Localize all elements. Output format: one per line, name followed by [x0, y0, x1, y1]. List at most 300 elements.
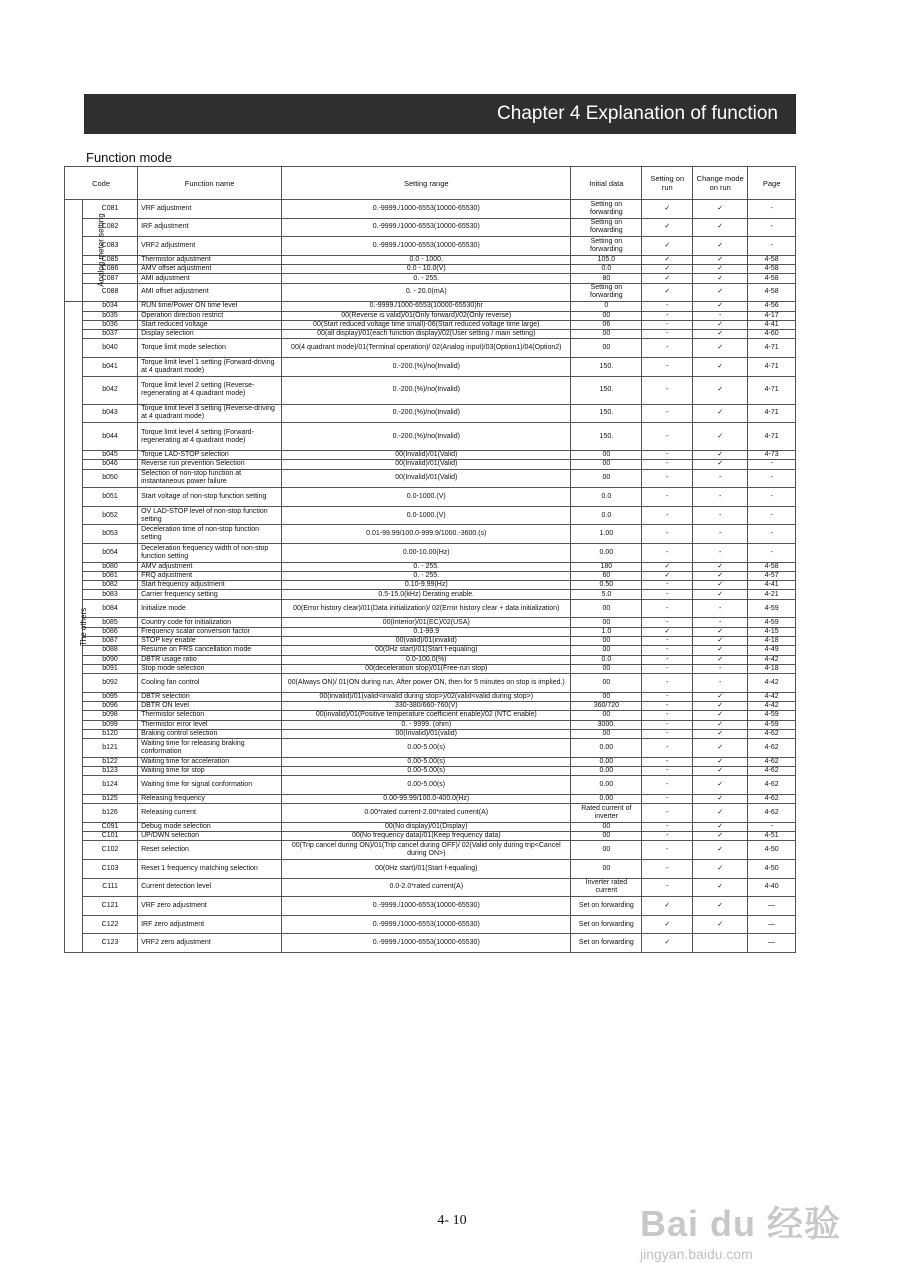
initial-data-cell: 0.0: [571, 488, 642, 507]
code-cell: b122: [83, 757, 138, 766]
setting-range-cell: 0.-9999./1000-6553(10000-65530): [282, 915, 571, 934]
code-cell: C103: [83, 860, 138, 879]
setting-on-run-cell: -: [642, 860, 693, 879]
initial-data-cell: 0.00: [571, 739, 642, 758]
function-name-cell: Reset 1 frequency matching selection: [138, 860, 282, 879]
setting-on-run-cell: ✓: [642, 200, 693, 219]
code-cell: b043: [83, 404, 138, 423]
change-mode-cell: ✓: [693, 339, 748, 358]
setting-range-cell: 0.00-10.00(Hz): [282, 543, 571, 562]
table-row: [65, 376, 796, 404]
setting-range-cell: 0.-9999./1000-6553(10000-65530): [282, 218, 571, 237]
setting-range-cell: 00(all display)/01(each function display)/02(User setting / main setting): [282, 330, 571, 339]
change-mode-cell: -: [693, 543, 748, 562]
code-cell: b080: [83, 562, 138, 571]
code-cell: b053: [83, 525, 138, 544]
code-cell: b054: [83, 543, 138, 562]
page-ref-cell: -: [748, 822, 796, 831]
setting-range-cell: 00(deceleration stop)/01(Free-run stop): [282, 664, 571, 673]
code-cell: b037: [83, 330, 138, 339]
code-cell: C123: [83, 934, 138, 953]
function-name-cell: Waiting time for signal conformation: [138, 776, 282, 795]
function-name-cell: AMV adjustment: [138, 562, 282, 571]
function-name-cell: DBTR ON level: [138, 702, 282, 711]
page-ref-cell: 4-58: [748, 283, 796, 302]
setting-range-cell: 0. - 255.: [282, 571, 571, 580]
setting-range-cell: 0.-200.(%)/no(Invalid): [282, 358, 571, 377]
page-ref-cell: 4-62: [748, 776, 796, 795]
code-cell: b040: [83, 339, 138, 358]
setting-range-cell: 00(No frequency data)/01(Keep frequency data): [282, 832, 571, 841]
group-label-cell: [65, 200, 106, 302]
page-ref-cell: 4-62: [748, 739, 796, 758]
setting-range-cell: 0.00-5.00(s): [282, 776, 571, 795]
function-table: [64, 166, 796, 953]
initial-data-cell: 00: [571, 692, 642, 701]
setting-range-cell: 0.0-1000.(V): [282, 488, 571, 507]
setting-range-cell: 0.0 - 1000.: [282, 255, 571, 264]
setting-on-run-cell: -: [642, 692, 693, 701]
page-ref-cell: 4-58: [748, 274, 796, 283]
function-name-cell: Start voltage of non-stop function setting: [138, 488, 282, 507]
setting-on-run-cell: -: [642, 674, 693, 693]
code-cell: b098: [83, 711, 138, 720]
table-row: [65, 822, 796, 831]
page-ref-cell: 4-59: [748, 711, 796, 720]
code-cell: b125: [83, 795, 138, 804]
change-mode-cell: ✓: [693, 376, 748, 404]
page-ref-cell: 4-18: [748, 664, 796, 673]
page-ref-cell: 4-71: [748, 358, 796, 377]
code-cell: C101: [83, 832, 138, 841]
initial-data-cell: Set on forwarding: [571, 915, 642, 934]
page-ref-cell: —: [748, 897, 796, 916]
section-title: Function mode: [86, 150, 172, 165]
change-mode-cell: -: [693, 599, 748, 618]
change-mode-cell: ✓: [693, 897, 748, 916]
function-name-cell: AMI offset adjustment: [138, 283, 282, 302]
setting-on-run-cell: -: [642, 525, 693, 544]
setting-on-run-cell: -: [642, 795, 693, 804]
change-mode-cell: ✓: [693, 860, 748, 879]
code-cell: b044: [83, 423, 138, 451]
setting-on-run-cell: -: [642, 720, 693, 729]
setting-on-run-cell: ✓: [642, 255, 693, 264]
page-ref-cell: 4-50: [748, 841, 796, 860]
initial-data-cell: 00: [571, 618, 642, 627]
setting-on-run-cell: -: [642, 488, 693, 507]
change-mode-cell: -: [693, 525, 748, 544]
setting-range-cell: 0.0-100.0(%): [282, 655, 571, 664]
page-ref-cell: 4-59: [748, 618, 796, 627]
initial-data-cell: 00: [571, 822, 642, 831]
setting-on-run-cell: ✓: [642, 627, 693, 636]
initial-data-cell: 00: [571, 460, 642, 469]
function-name-cell: Start frequency adjustment: [138, 581, 282, 590]
change-mode-cell: ✓: [693, 590, 748, 599]
code-cell: b091: [83, 664, 138, 673]
change-mode-cell: -: [693, 469, 748, 488]
change-mode-cell: ✓: [693, 841, 748, 860]
page-ref-cell: 4-51: [748, 832, 796, 841]
initial-data-cell: 00: [571, 729, 642, 738]
function-name-cell: Torque LAD-STOP selection: [138, 451, 282, 460]
table-row: [65, 739, 796, 758]
function-name-cell: Start reduced voltage: [138, 320, 282, 329]
setting-range-cell: 00(4 quadrant mode)/01(Terminal operation)/ 02(Analog input)/03(Option1)/04(Option2): [282, 339, 571, 358]
page-ref-cell: -: [748, 218, 796, 237]
function-name-cell: Deceleration time of non-stop function setting: [138, 525, 282, 544]
table-row: [65, 841, 796, 860]
page-ref-cell: 4-18: [748, 636, 796, 645]
setting-range-cell: 00(Always ON)/ 01(ON during run, After power ON, then for 5 minutes on stop is implied.): [282, 674, 571, 693]
initial-data-cell: 00: [571, 832, 642, 841]
initial-data-cell: 00: [571, 646, 642, 655]
code-cell: b121: [83, 739, 138, 758]
code-cell: C083: [83, 237, 138, 256]
initial-data-cell: 0.00: [571, 543, 642, 562]
code-cell: b052: [83, 506, 138, 525]
function-name-cell: Frequency scalar conversion factor: [138, 627, 282, 636]
table-row: [65, 776, 796, 795]
change-mode-cell: [693, 934, 748, 953]
setting-range-cell: 00(Interior)/01(EC)/02(USA): [282, 618, 571, 627]
initial-data-cell: 00: [571, 330, 642, 339]
table-row: [65, 255, 796, 264]
setting-range-cell: 0.01-99.99/100.0-999.9/1000.-3600.(s): [282, 525, 571, 544]
page-ref-cell: -: [748, 460, 796, 469]
table-row: [65, 627, 796, 636]
code-cell: b120: [83, 729, 138, 738]
table-row: [65, 302, 796, 311]
setting-on-run-cell: ✓: [642, 897, 693, 916]
code-cell: b050: [83, 469, 138, 488]
change-mode-cell: ✓: [693, 692, 748, 701]
table-row: [65, 618, 796, 627]
function-name-cell: Cooling fan control: [138, 674, 282, 693]
setting-on-run-cell: -: [642, 767, 693, 776]
code-cell: b092: [83, 674, 138, 693]
function-name-cell: Resume on FRS cancellation mode: [138, 646, 282, 655]
setting-range-cell: 0. - 9999. (ohm): [282, 720, 571, 729]
function-name-cell: OV LAD-STOP level of non-stop function setting: [138, 506, 282, 525]
page-ref-cell: 4-62: [748, 795, 796, 804]
header-initial-data: Initial data: [571, 167, 642, 200]
page-ref-cell: -: [748, 488, 796, 507]
table-row: [65, 711, 796, 720]
table-row: [65, 636, 796, 645]
setting-on-run-cell: ✓: [642, 571, 693, 580]
code-cell: C102: [83, 841, 138, 860]
setting-on-run-cell: ✓: [642, 218, 693, 237]
setting-range-cell: 0.0-2.0*rated current(A): [282, 878, 571, 897]
initial-data-cell: 60: [571, 571, 642, 580]
change-mode-cell: ✓: [693, 358, 748, 377]
initial-data-cell: Rated current of inverter: [571, 804, 642, 823]
initial-data-cell: 150.: [571, 358, 642, 377]
initial-data-cell: 3000.: [571, 720, 642, 729]
function-name-cell: Reset selection: [138, 841, 282, 860]
page-ref-cell: 4-71: [748, 339, 796, 358]
function-name-cell: DBTR usage ratio: [138, 655, 282, 664]
function-name-cell: Releasing frequency: [138, 795, 282, 804]
change-mode-cell: -: [693, 664, 748, 673]
initial-data-cell: 00: [571, 664, 642, 673]
setting-on-run-cell: -: [642, 822, 693, 831]
initial-data-cell: 00: [571, 711, 642, 720]
page-ref-cell: 4-15: [748, 627, 796, 636]
initial-data-cell: 1.00: [571, 525, 642, 544]
table-row: [65, 581, 796, 590]
table-row: [65, 283, 796, 302]
change-mode-cell: ✓: [693, 720, 748, 729]
setting-range-cell: 0. - 255.: [282, 562, 571, 571]
change-mode-cell: ✓: [693, 451, 748, 460]
change-mode-cell: ✓: [693, 627, 748, 636]
group-label: Analog meter setting: [96, 213, 106, 287]
code-cell: b046: [83, 460, 138, 469]
setting-on-run-cell: -: [642, 358, 693, 377]
setting-range-cell: 0. - 20.0(mA): [282, 283, 571, 302]
function-name-cell: Torque limit level 2 setting (Reverse-regenerating at 4 quadrant mode): [138, 376, 282, 404]
setting-on-run-cell: -: [642, 804, 693, 823]
code-cell: b035: [83, 311, 138, 320]
setting-range-cell: 00(0Hz start)/01(Start f-equaling): [282, 646, 571, 655]
code-cell: C081: [83, 200, 138, 219]
function-name-cell: Stop mode selection: [138, 664, 282, 673]
change-mode-cell: ✓: [693, 711, 748, 720]
table-row: [65, 692, 796, 701]
setting-on-run-cell: -: [642, 451, 693, 460]
setting-on-run-cell: -: [642, 702, 693, 711]
code-cell: C088: [83, 283, 138, 302]
page-ref-cell: -: [748, 469, 796, 488]
initial-data-cell: 00: [571, 469, 642, 488]
setting-on-run-cell: -: [642, 729, 693, 738]
change-mode-cell: ✓: [693, 274, 748, 283]
change-mode-cell: ✓: [693, 330, 748, 339]
header-page: Page: [748, 167, 796, 200]
setting-on-run-cell: -: [642, 664, 693, 673]
function-name-cell: Waiting time for stop: [138, 767, 282, 776]
setting-range-cell: 00(Error history clear)/01(Data initialization)/ 02(Error history clear + data initialization): [282, 599, 571, 618]
page-ref-cell: -: [748, 237, 796, 256]
function-name-cell: VRF adjustment: [138, 200, 282, 219]
table-row: [65, 590, 796, 599]
page-ref-cell: 4-21: [748, 590, 796, 599]
table-row: [65, 423, 796, 451]
change-mode-cell: -: [693, 506, 748, 525]
table-row: [65, 330, 796, 339]
table-row: [65, 506, 796, 525]
group-label: The others: [79, 607, 89, 646]
code-cell: C091: [83, 822, 138, 831]
setting-on-run-cell: -: [642, 469, 693, 488]
setting-range-cell: 0.-9999./1000-6553(10000-65530): [282, 237, 571, 256]
function-name-cell: Releasing current: [138, 804, 282, 823]
function-name-cell: Torque limit level 1 setting (Forward-driving at 4 quadrant mode): [138, 358, 282, 377]
function-name-cell: Thermistor selection: [138, 711, 282, 720]
page-ref-cell: 4-41: [748, 320, 796, 329]
initial-data-cell: 0: [571, 302, 642, 311]
change-mode-cell: ✓: [693, 767, 748, 776]
change-mode-cell: ✓: [693, 757, 748, 766]
table-row: [65, 237, 796, 256]
page-ref-cell: 4-59: [748, 599, 796, 618]
setting-on-run-cell: -: [642, 404, 693, 423]
code-cell: b087: [83, 636, 138, 645]
setting-range-cell: 0.00-5.00(s): [282, 739, 571, 758]
initial-data-cell: 1.0: [571, 627, 642, 636]
setting-on-run-cell: -: [642, 776, 693, 795]
setting-on-run-cell: ✓: [642, 562, 693, 571]
table-row: [65, 674, 796, 693]
function-name-cell: Reverse run prevention Selection: [138, 460, 282, 469]
setting-range-cell: 0.5-15.0(kHz) Derating enable.: [282, 590, 571, 599]
initial-data-cell: 00: [571, 860, 642, 879]
table-header-row: [65, 167, 796, 200]
page-ref-cell: 4-57: [748, 571, 796, 580]
code-cell: C111: [83, 878, 138, 897]
function-name-cell: Country code for initialization: [138, 618, 282, 627]
function-name-cell: AMI adjustment: [138, 274, 282, 283]
code-cell: b096: [83, 702, 138, 711]
table-row: [65, 218, 796, 237]
table-row: [65, 757, 796, 766]
change-mode-cell: ✓: [693, 265, 748, 274]
change-mode-cell: ✓: [693, 739, 748, 758]
code-cell: b051: [83, 488, 138, 507]
change-mode-cell: ✓: [693, 646, 748, 655]
change-mode-cell: ✓: [693, 423, 748, 451]
table-row: [65, 562, 796, 571]
function-name-cell: Torque limit mode selection: [138, 339, 282, 358]
code-cell: b042: [83, 376, 138, 404]
change-mode-cell: ✓: [693, 702, 748, 711]
code-cell: C121: [83, 897, 138, 916]
setting-range-cell: 0.-200.(%)/no(Invalid): [282, 404, 571, 423]
change-mode-cell: ✓: [693, 320, 748, 329]
page-ref-cell: 4-59: [748, 720, 796, 729]
function-name-cell: Debug mode selection: [138, 822, 282, 831]
page-ref-cell: 4-41: [748, 581, 796, 590]
function-name-cell: Deceleration frequency width of non-stop function setting: [138, 543, 282, 562]
table-row: [65, 571, 796, 580]
code-cell: C085: [83, 255, 138, 264]
setting-on-run-cell: -: [642, 339, 693, 358]
function-name-cell: VRF2 zero adjustment: [138, 934, 282, 953]
change-mode-cell: -: [693, 674, 748, 693]
setting-range-cell: 0.00-5.00(s): [282, 767, 571, 776]
initial-data-cell: 0.00: [571, 776, 642, 795]
code-cell: b081: [83, 571, 138, 580]
page-ref-cell: 4-60: [748, 330, 796, 339]
table-row: [65, 897, 796, 916]
setting-on-run-cell: -: [642, 711, 693, 720]
setting-range-cell: 00(Invalid)/01(valid): [282, 729, 571, 738]
group-label-cell: [65, 302, 89, 953]
page-ref-cell: 4-42: [748, 692, 796, 701]
code-cell: b099: [83, 720, 138, 729]
change-mode-cell: ✓: [693, 283, 748, 302]
setting-on-run-cell: -: [642, 330, 693, 339]
code-cell: b036: [83, 320, 138, 329]
page-ref-cell: 4-42: [748, 674, 796, 693]
page-ref-cell: 4-73: [748, 451, 796, 460]
initial-data-cell: 00: [571, 599, 642, 618]
change-mode-cell: ✓: [693, 218, 748, 237]
page-ref-cell: 4-58: [748, 265, 796, 274]
table-row: [65, 451, 796, 460]
page-ref-cell: -: [748, 506, 796, 525]
change-mode-cell: ✓: [693, 878, 748, 897]
setting-range-cell: 00(Invalid)/01(Valid): [282, 469, 571, 488]
initial-data-cell: 00: [571, 674, 642, 693]
code-cell: b082: [83, 581, 138, 590]
setting-on-run-cell: ✓: [642, 934, 693, 953]
change-mode-cell: ✓: [693, 915, 748, 934]
change-mode-cell: ✓: [693, 832, 748, 841]
table-row: [65, 832, 796, 841]
page-ref-cell: 4-40: [748, 878, 796, 897]
table-row: [65, 311, 796, 320]
setting-on-run-cell: ✓: [642, 265, 693, 274]
table-row: [65, 915, 796, 934]
table-row: [65, 460, 796, 469]
initial-data-cell: 80: [571, 274, 642, 283]
setting-on-run-cell: -: [642, 636, 693, 645]
function-name-cell: Torque limit level 4 setting (Forward-regenerating at 4 quadrant mode): [138, 423, 282, 451]
function-name-cell: VRF zero adjustment: [138, 897, 282, 916]
setting-range-cell: 330-380/660-760(V): [282, 702, 571, 711]
change-mode-cell: ✓: [693, 255, 748, 264]
table-row: [65, 265, 796, 274]
function-name-cell: Waiting time for acceleration: [138, 757, 282, 766]
table-row: [65, 404, 796, 423]
page-number: 4- 10: [437, 1213, 467, 1228]
header-change-mode: Change mode on run: [693, 167, 748, 200]
header-function-name: Function name: [138, 167, 282, 200]
page-ref-cell: 4-56: [748, 302, 796, 311]
header-setting-range: Setting range: [282, 167, 571, 200]
page-ref-cell: 4-17: [748, 311, 796, 320]
setting-on-run-cell: -: [642, 618, 693, 627]
change-mode-cell: -: [693, 488, 748, 507]
page-ref-cell: 4-58: [748, 562, 796, 571]
function-name-cell: Operation direction restrict: [138, 311, 282, 320]
initial-data-cell: Inverter rated current: [571, 878, 642, 897]
initial-data-cell: 150.: [571, 404, 642, 423]
page-ref-cell: -: [748, 525, 796, 544]
change-mode-cell: ✓: [693, 200, 748, 219]
setting-range-cell: 0.-200.(%)/no(Invalid): [282, 423, 571, 451]
table-row: [65, 934, 796, 953]
code-cell: C086: [83, 265, 138, 274]
setting-on-run-cell: -: [642, 878, 693, 897]
setting-on-run-cell: -: [642, 543, 693, 562]
table-row: [65, 664, 796, 673]
initial-data-cell: 0.00: [571, 767, 642, 776]
setting-on-run-cell: -: [642, 423, 693, 451]
change-mode-cell: ✓: [693, 460, 748, 469]
page-ref-cell: 4-58: [748, 255, 796, 264]
code-cell: b085: [83, 618, 138, 627]
table-row: [65, 655, 796, 664]
setting-on-run-cell: -: [642, 590, 693, 599]
function-name-cell: Current detection level: [138, 878, 282, 897]
change-mode-cell: ✓: [693, 776, 748, 795]
setting-range-cell: 00(Start reduced voltage time small)-06(Start reduced voltage time large): [282, 320, 571, 329]
